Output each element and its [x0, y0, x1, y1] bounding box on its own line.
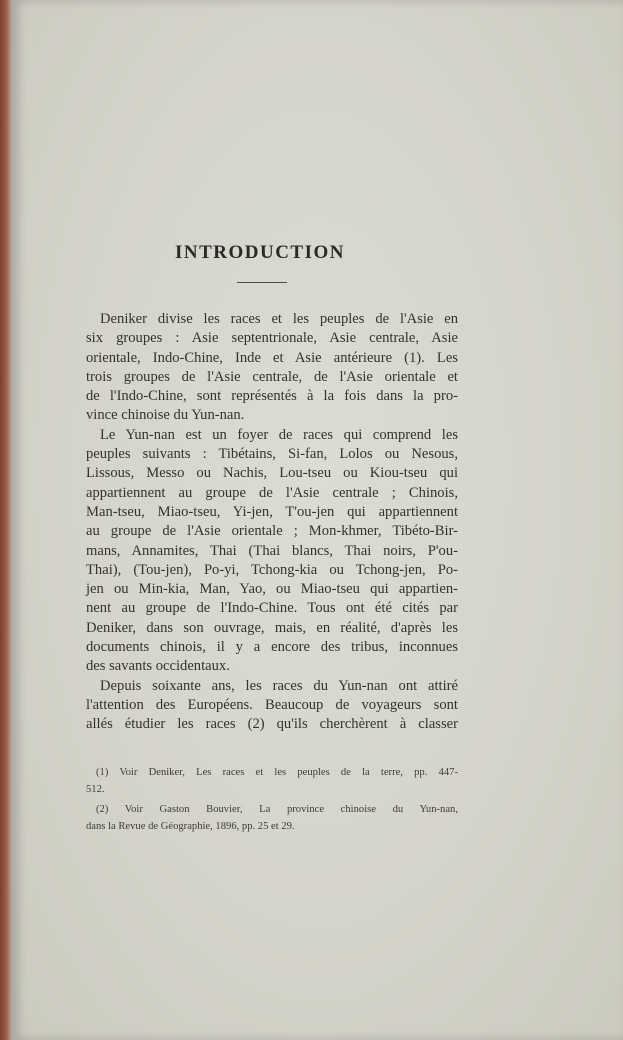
footnotes — [86, 765, 458, 839]
footnote-line: 512. — [86, 783, 105, 795]
footnote — [86, 802, 458, 835]
text-line: au groupe de l'Asie orientale ; Mon-khmer, Tibéto-Bir- — [86, 523, 458, 540]
text-line: jen ou Min-kia, Man, Yao, ou Miao-tseu qui appartien- — [86, 581, 458, 598]
body-text — [86, 310, 458, 735]
footnote-line: (2) Voir Gaston Bouvier, La province chinoise du Yun-nan, — [96, 804, 458, 815]
text-line: nent au groupe de l'Indo-Chine. Tous ont été cités par — [86, 600, 458, 617]
text-line: orientale, Indo-Chine, Inde et Asie antérieure (1). Les — [86, 349, 458, 366]
text-line: documents chinois, il y a encore des tribus, inconnues — [86, 639, 458, 656]
text-line: mans, Annamites, Thai (Thai blancs, Thai noirs, P'ou- — [86, 542, 458, 559]
chapter-heading: INTRODUCTION — [174, 242, 346, 263]
text-line: Depuis soixante ans, les races du Yun-nan ont attiré — [100, 677, 458, 694]
text-line: Thai), (Tou-jen), Po-yi, Tchong-kia ou Tchong-jen, Po- — [86, 561, 458, 578]
heading-rule — [237, 282, 287, 283]
text-line: six groupes : Asie septentrionale, Asie centrale, Asie — [86, 330, 458, 347]
text-line: l'attention des Européens. Beaucoup de voyageurs sont — [86, 696, 458, 713]
text-line: vince chinoise du Yun-nan. — [86, 407, 245, 424]
text-line: allés étudier les races (2) qu'ils cherchèrent à classer — [86, 716, 458, 733]
footnote-line: dans la Revue de Géographie, 1896, pp. 25 et 29. — [86, 820, 295, 832]
text-line: Man-tseu, Miao-tseu, Yi-jen, T'ou-jen qui appartiennent — [86, 503, 458, 520]
text-line: des savants occidentaux. — [86, 658, 230, 675]
text-line: de l'Indo-Chine, sont représentés à la fois dans la pro- — [86, 388, 458, 405]
footnote — [86, 765, 458, 798]
text-line: trois groupes de l'Asie centrale, de l'Asie orientale et — [86, 368, 458, 385]
text-line: Deniker divise les races et les peuples de l'Asie en — [100, 311, 458, 327]
text-line: Lissous, Messo ou Nachis, Lou-tseu ou Kiou-tseu qui — [86, 465, 458, 482]
text-line: Deniker, dans son ouvrage, mais, en réalité, d'après les — [86, 619, 458, 636]
text-line: Le Yun-nan est un foyer de races qui comprend les — [100, 426, 458, 443]
text-line: peuples suivants : Tibétains, Si-fan, Lolos ou Nesous, — [86, 446, 458, 463]
text-line: appartiennent au groupe de l'Asie centrale ; Chinois, — [86, 484, 458, 501]
footnote-line: (1) Voir Deniker, Les races et les peuples de la terre, pp. 447- — [96, 767, 458, 778]
